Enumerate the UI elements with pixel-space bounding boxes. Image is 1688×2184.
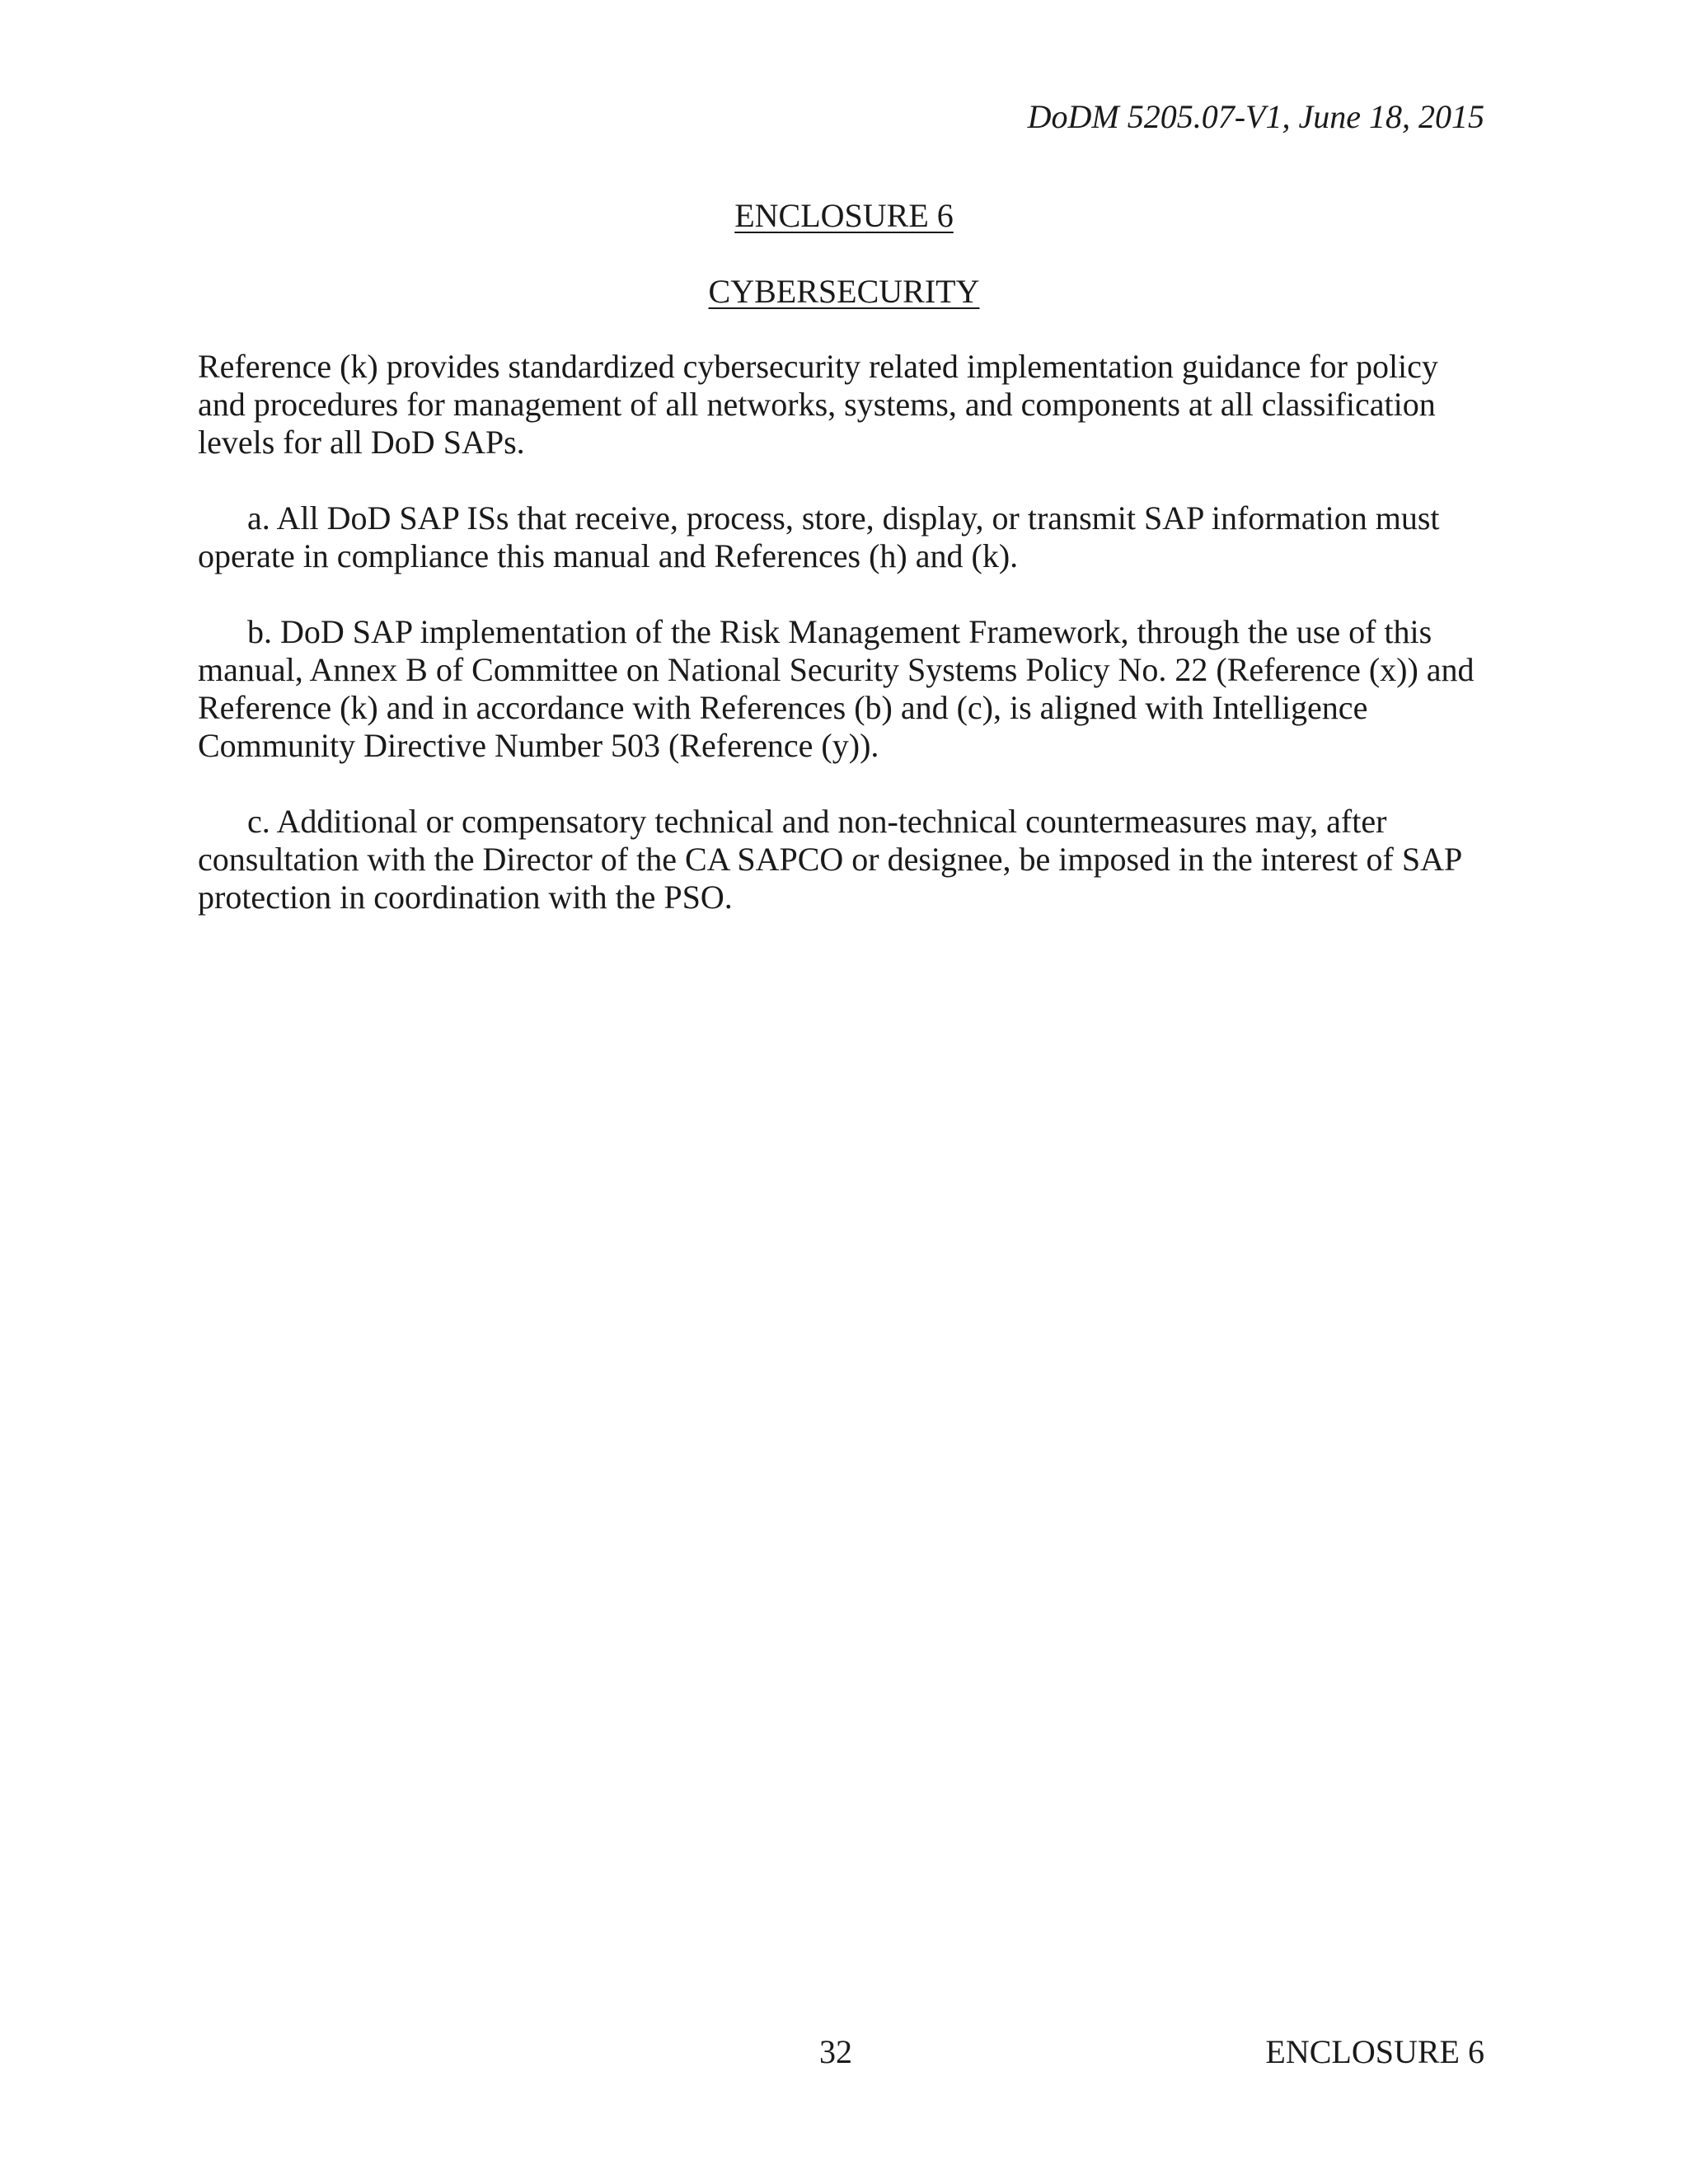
document-header: DoDM 5205.07-V1, June 18, 2015 <box>1027 98 1484 135</box>
footer-section-label: ENCLOSURE 6 <box>1265 2033 1484 2070</box>
paragraph-a: a. All DoD SAP ISs that receive, process, store, display, or transmit SAP information must operate in compliance this manual and References (h) and (k). <box>198 499 1440 574</box>
paragraph-b: b. DoD SAP implementation of the Risk Management Framework, through the use of this manual, Annex B of Committee on National Security Systems Policy No. 22 (Reference (x)) and Reference (k) and in accordance with References (b) and (c), is aligned with Intelligence Community Directive Number 503 (Reference (y)). <box>198 613 1475 764</box>
paragraph-c: c. Additional or compensatory technical and non-technical countermeasures may, after consultation with the Director of the CA SAPCO or designee, be imposed in the interest of SAP protection in coordination with the PSO. <box>198 803 1461 916</box>
enclosure-heading: ENCLOSURE 6 <box>734 197 954 234</box>
section-title: CYBERSECURITY <box>708 273 980 310</box>
page-number: 32 <box>819 2033 852 2070</box>
intro-paragraph: Reference (k) provides standardized cybersecurity related implementation guidance for policy and procedures for management of all networks, systems, and components at all classification levels for all DoD SAPs. <box>198 348 1438 461</box>
